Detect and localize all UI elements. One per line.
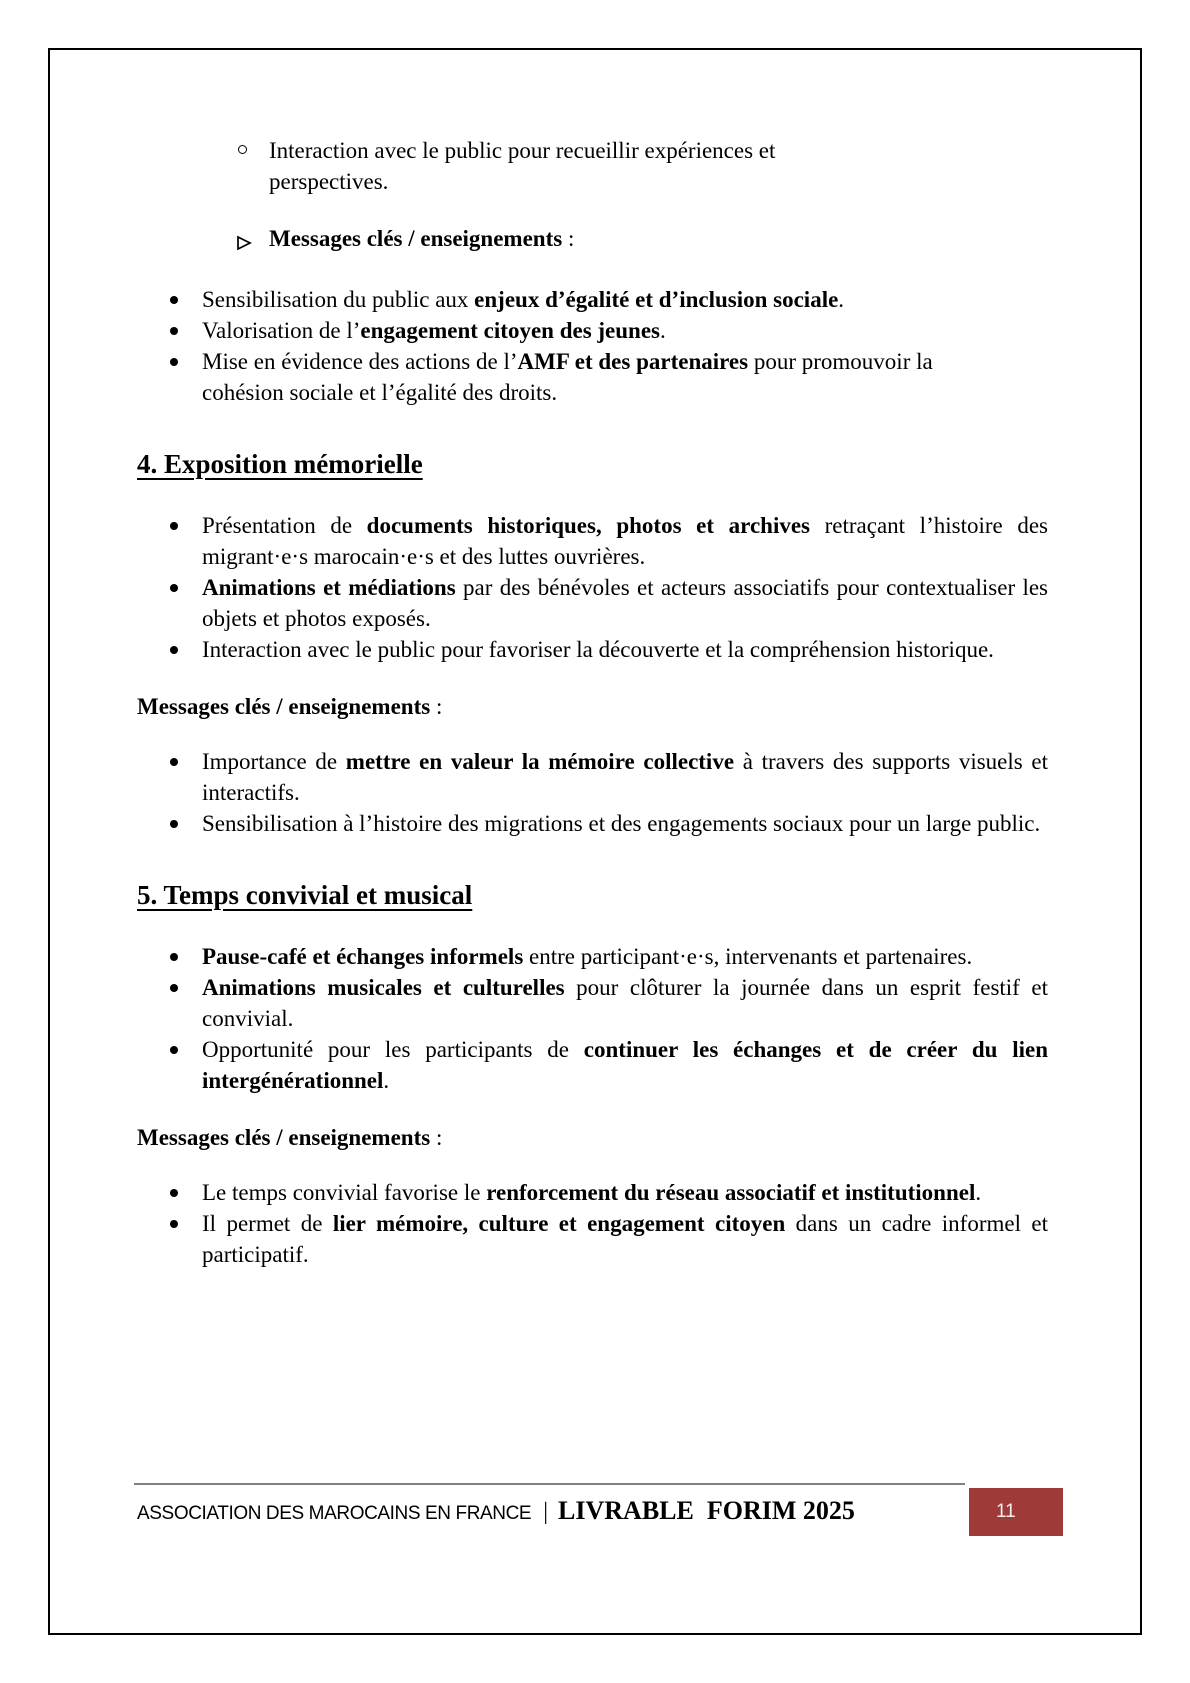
circle-bullet-icon xyxy=(238,145,247,154)
disc-bullet-icon xyxy=(170,820,178,828)
list-item xyxy=(137,634,1048,665)
paragraph-text: Importance de mettre en valeur la mémoire collective à travers des supports visuels et interactifs. xyxy=(202,749,1049,805)
list-item xyxy=(137,346,1048,408)
page-number: 11 xyxy=(996,1501,1016,1522)
disc-bullet-icon xyxy=(170,327,178,335)
disc-bullet-icon xyxy=(170,758,178,766)
paragraph-text: Messages clés / enseignements : xyxy=(137,694,443,719)
disc-bullet-icon xyxy=(170,358,178,366)
list-item xyxy=(137,1034,1048,1096)
disc-bullet-icon xyxy=(170,1046,178,1054)
footer-separator: | xyxy=(543,1499,549,1525)
paragraph-text: Il permet de lier mémoire, culture et engagement citoyen dans un cadre informel et participatif. xyxy=(202,1211,1048,1267)
paragraph-text: Animations musicales et culturelles pour clôturer la journée dans un esprit festif et convivial. xyxy=(202,975,1048,1031)
paragraph-text: Interaction avec le public pour favoriser la découverte et la compréhension historique. xyxy=(202,637,994,662)
document-page xyxy=(48,48,1142,1635)
page-number-badge xyxy=(969,1488,1063,1536)
list-item xyxy=(137,1177,1048,1208)
paragraph-text: Sensibilisation du public aux enjeux d’égalité et d’inclusion sociale. xyxy=(202,287,845,312)
paragraph-text: Opportunité pour les participants de continuer les échanges et de créer du lien intergénérationnel. xyxy=(202,1037,1048,1093)
list-item xyxy=(137,1208,1048,1270)
list-item xyxy=(137,941,1048,972)
disc-bullet-icon xyxy=(170,1189,178,1197)
disc-bullet-icon xyxy=(170,1220,178,1228)
footer-document-title: LIVRABLE FORIM 2025 xyxy=(558,1496,855,1525)
document-body xyxy=(137,135,1048,1270)
disc-bullet-icon xyxy=(170,953,178,961)
paragraph-text: Sensibilisation à l’histoire des migrations et des engagements sociaux pour un large public. xyxy=(202,811,1041,836)
list-item xyxy=(137,315,1048,346)
disc-bullet-icon xyxy=(170,584,178,592)
list-item xyxy=(137,572,1048,634)
paragraph-text: Messages clés / enseignements : xyxy=(269,226,575,251)
footer-divider xyxy=(134,1483,965,1485)
list-item xyxy=(137,510,1048,572)
paragraph-text: Interaction avec le public pour recueillir expériences et perspectives. xyxy=(269,138,776,194)
section-heading xyxy=(137,877,1048,913)
paragraph-text: Pause-café et échanges informels entre participant·e·s, intervenants et partenaires. xyxy=(202,944,973,969)
label-paragraph xyxy=(137,691,1048,722)
list-item xyxy=(137,284,1048,315)
list-item xyxy=(137,746,1048,808)
paragraph-text: Messages clés / enseignements : xyxy=(137,1125,443,1150)
paragraph-text: Présentation de documents historiques, photos et archives retraçant l’histoire des migrant·e·s marocain·e·s et des luttes ouvrières. xyxy=(202,513,1048,569)
disc-bullet-icon xyxy=(170,646,178,654)
section-heading-text: 4. Exposition mémorielle xyxy=(137,449,423,479)
paragraph-text: Le temps convivial favorise le renforcement du réseau associatif et institutionnel. xyxy=(202,1180,982,1205)
paragraph-text: Mise en évidence des actions de l’AMF et des partenaires pour promouvoir la cohésion sociale et l’égalité des droits. xyxy=(202,349,933,405)
paragraph-text: Animations et médiations par des bénévoles et acteurs associatifs pour contextualiser les objets et photos exposés. xyxy=(202,575,1049,631)
list-item xyxy=(137,972,1048,1034)
footer xyxy=(137,1496,855,1526)
list-item xyxy=(137,808,1048,839)
section-heading xyxy=(137,446,1048,482)
list-item xyxy=(137,135,1048,197)
list-item xyxy=(137,223,1048,254)
arrow-bullet-icon xyxy=(235,229,253,247)
section-heading-text: 5. Temps convivial et musical xyxy=(137,880,473,910)
paragraph-text: Valorisation de l’engagement citoyen des jeunes. xyxy=(202,318,666,343)
disc-bullet-icon xyxy=(170,296,178,304)
label-paragraph xyxy=(137,1122,1048,1153)
disc-bullet-icon xyxy=(170,984,178,992)
footer-organization: ASSOCIATION DES MAROCAINS EN FRANCE xyxy=(137,1503,532,1524)
disc-bullet-icon xyxy=(170,522,178,530)
